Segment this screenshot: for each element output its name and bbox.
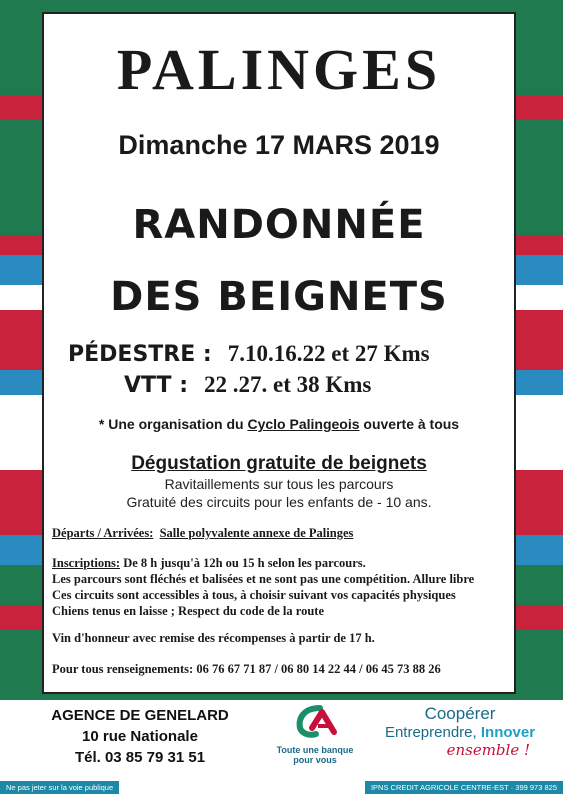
vtt-label: VTT : <box>124 373 189 398</box>
event-date: Dimanche 17 MARS 2019 <box>118 130 440 160</box>
inscriptions-label: Inscriptions: <box>52 556 121 570</box>
event-name-line1: RANDONNÉE <box>132 202 426 248</box>
vin-honneur-line: Vin d'honneur avec remise des récompenses à partir de 17 h. <box>52 631 375 645</box>
agency-address: 10 rue Nationale <box>82 728 198 745</box>
inscriptions-line <box>52 556 366 571</box>
departs-label: Départs / Arrivées: <box>52 526 154 540</box>
slogan-entreprendre <box>370 724 550 741</box>
slogan-block <box>370 704 550 759</box>
poster-card <box>42 12 516 694</box>
agency-block <box>40 705 240 768</box>
agency-phone: Tél. 03 85 79 31 51 <box>74 749 206 766</box>
poster-title: PALINGES <box>116 37 442 102</box>
ravitaillements-line: Ravitaillements sur tous les parcours <box>164 476 394 492</box>
departs-line <box>52 526 353 541</box>
event-name-line2: DES BEIGNETS <box>110 274 448 320</box>
slogan-innover: Innover <box>480 724 536 741</box>
vtt-distances <box>124 372 371 398</box>
org-suffix: ouverte à tous <box>359 416 460 432</box>
slogan-ensemble: ensemble ! <box>446 741 530 759</box>
org-prefix: * Une organisation du <box>98 416 248 432</box>
pedestre-label: PÉDESTRE : <box>68 342 212 367</box>
notice-right: IPNS CREDIT AGRICOLE CENTRE-EST · 399 973 825 <box>365 781 563 794</box>
ca-tagline-1: Toute une banque <box>276 745 354 755</box>
pedestre-value: 7.10.16.22 et 27 Kms <box>227 341 430 366</box>
slogan-entreprendre-text: Entreprendre, <box>384 724 477 741</box>
departs-value: Salle polyvalente annexe de Palinges <box>159 526 354 540</box>
org-club: Cyclo Palingeois <box>247 416 360 432</box>
degustation-heading: Dégustation gratuite de beignets <box>131 453 427 474</box>
parcours-line-1: Les parcours sont fléchés et balisées et ne sont pas une compétition. Allure libre <box>52 572 475 586</box>
notice-left: Ne pas jeter sur la voie publique <box>0 781 119 794</box>
inscriptions-value: De 8 h jusqu'à 12h ou 15 h selon les parcours. <box>120 556 366 570</box>
agency-name: AGENCE DE GENELARD <box>51 707 229 724</box>
ca-logo-icon <box>290 704 340 740</box>
organizer-line <box>44 416 514 432</box>
sponsor-footer <box>0 700 563 800</box>
ca-tagline-2: pour vous <box>293 755 337 765</box>
parcours-line-2: Ces circuits sont accessibles à tous, à choisir suivant vos capacités physiques <box>52 588 456 602</box>
bottom-bar <box>0 776 563 800</box>
parcours-line-3: Chiens tenus en laisse ; Respect du code de la route <box>52 604 324 618</box>
slogan-cooperer: Coopérer <box>424 704 496 723</box>
pedestre-distances <box>68 341 430 367</box>
vtt-value: 22 .27. et 38 Kms <box>204 372 372 397</box>
credit-agricole-logo <box>270 704 360 765</box>
gratuite-line: Gratuité des circuits pour les enfants de - 10 ans. <box>126 494 432 510</box>
renseignements-line: Pour tous renseignements: 06 76 67 71 87 / 06 80 14 22 44 / 06 45 73 88 26 <box>52 662 441 676</box>
